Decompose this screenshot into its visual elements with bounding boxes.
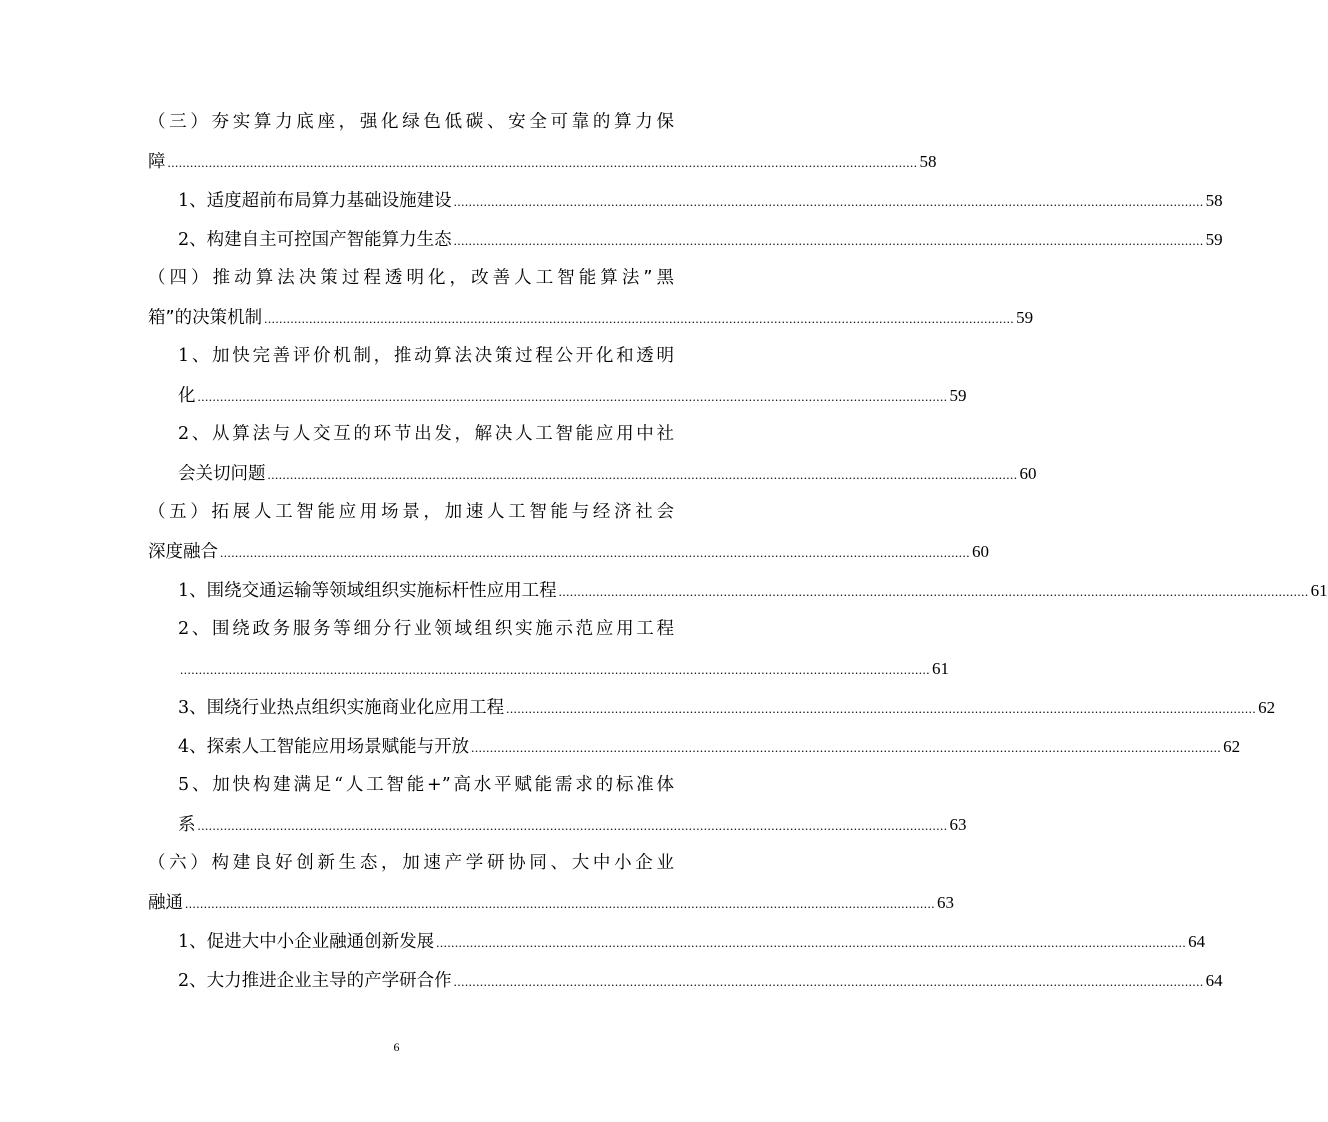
toc-entry-title: 1、促进大中小企业融通创新发展 bbox=[178, 932, 435, 952]
toc-page-number: 59 bbox=[1016, 308, 1034, 327]
toc-page-number: 60 bbox=[972, 542, 989, 561]
toc-item-entry[interactable] bbox=[148, 181, 1223, 220]
toc-page-number: 64 bbox=[1188, 932, 1206, 951]
toc-entry-title: 5、加快构建满足“人工智能+”高水平赋能需求的标准体 bbox=[178, 775, 674, 795]
toc-entry-title: 3、围绕行业热点组织实施商业化应用工程 bbox=[178, 698, 505, 718]
toc-page-number: 60 bbox=[1019, 464, 1037, 483]
toc-entry-title: 4、探索人工智能应用场景赋能与开放 bbox=[178, 737, 470, 757]
table-of-contents bbox=[148, 103, 1328, 1000]
toc-entry-title: 融通 bbox=[148, 893, 183, 913]
dot-leader: ........................................................................................................................................................................................................ bbox=[436, 935, 1187, 950]
toc-page-number: 62 bbox=[1223, 737, 1241, 756]
page-number: 6 bbox=[393, 1040, 400, 1054]
toc-item-entry[interactable] bbox=[148, 727, 1241, 766]
dot-leader: ........................................................................................................................................................................................................ bbox=[185, 896, 935, 911]
toc-item-entry[interactable] bbox=[148, 961, 1223, 1000]
toc-entry-title: 障 bbox=[148, 152, 166, 172]
toc-page-number: 59 bbox=[1205, 230, 1223, 249]
toc-section-entry[interactable] bbox=[148, 493, 989, 571]
toc-entry-title: 1、加快完善评价机制，推动算法决策过程公开化和透明 bbox=[178, 346, 674, 366]
toc-page-number: 62 bbox=[1258, 698, 1276, 717]
toc-entry-title: （四）推动算法决策过程透明化，改善人工智能算法”黑 bbox=[148, 268, 674, 288]
toc-section-entry[interactable] bbox=[148, 259, 1034, 337]
toc-page-number: 63 bbox=[949, 815, 967, 834]
toc-page-number: 64 bbox=[1205, 971, 1223, 990]
dot-leader: ........................................................................................................................................................................................................ bbox=[220, 545, 970, 560]
toc-entry-title: 化 bbox=[178, 386, 196, 406]
dot-leader: ........................................................................................................................................................................................................ bbox=[453, 233, 1204, 248]
dot-leader: ........................................................................................................................................................................................................ bbox=[453, 194, 1204, 209]
toc-entry-title: 2、从算法与人交互的环节出发，解决人工智能应用中社 bbox=[178, 424, 674, 444]
dot-leader: ........................................................................................................................................................................................................ bbox=[180, 662, 930, 677]
toc-entry-title: 会关切问题 bbox=[178, 464, 266, 484]
toc-page-number: 61 bbox=[1310, 581, 1328, 600]
toc-item-entry[interactable] bbox=[148, 766, 967, 844]
dot-leader: ........................................................................................................................................................................................................ bbox=[167, 155, 918, 170]
toc-entry-title: 2、大力推进企业主导的产学研合作 bbox=[178, 971, 452, 991]
dot-leader: ........................................................................................................................................................................................................ bbox=[267, 467, 1018, 482]
toc-item-entry[interactable] bbox=[148, 922, 1206, 961]
toc-entry-title: （三）夯实算力底座，强化绿色低碳、安全可靠的算力保 bbox=[148, 112, 674, 132]
toc-entry-title: 箱”的决策机制 bbox=[148, 308, 263, 328]
dot-leader: ........................................................................................................................................................................................................ bbox=[453, 974, 1204, 989]
toc-entry-title: 深度融合 bbox=[148, 542, 218, 562]
toc-entry-title: （五）拓展人工智能应用场景，加速人工智能与经济社会 bbox=[148, 502, 674, 522]
dot-leader: ........................................................................................................................................................................................................ bbox=[197, 389, 948, 404]
dot-leader: ........................................................................................................................................................................................................ bbox=[197, 818, 948, 833]
dot-leader: ........................................................................................................................................................................................................ bbox=[264, 311, 1015, 326]
toc-entry-title: 1、围绕交通运输等领域组织实施标杆性应用工程 bbox=[178, 581, 557, 601]
toc-item-entry[interactable] bbox=[148, 415, 1037, 493]
toc-item-entry[interactable] bbox=[148, 610, 949, 688]
toc-item-entry[interactable] bbox=[148, 571, 1328, 610]
toc-section-entry[interactable] bbox=[148, 103, 937, 181]
toc-page-number: 58 bbox=[919, 152, 937, 171]
toc-entry-title: 2、围绕政务服务等细分行业领域组织实施示范应用工程 bbox=[178, 619, 674, 639]
toc-item-entry[interactable] bbox=[148, 220, 1223, 259]
toc-item-entry[interactable] bbox=[148, 688, 1276, 727]
dot-leader: ........................................................................................................................................................................................................ bbox=[471, 740, 1222, 755]
dot-leader: ........................................................................................................................................................................................................ bbox=[558, 584, 1309, 599]
toc-page-number: 58 bbox=[1205, 191, 1223, 210]
dot-leader: ........................................................................................................................................................................................................ bbox=[506, 701, 1257, 716]
toc-entry-title: 2、构建自主可控国产智能算力生态 bbox=[178, 230, 452, 250]
toc-page-number: 59 bbox=[949, 386, 967, 405]
toc-entry-title: 1、适度超前布局算力基础设施建设 bbox=[178, 191, 452, 211]
toc-entry-title: 系 bbox=[178, 815, 196, 835]
toc-page-number: 63 bbox=[937, 893, 954, 912]
toc-section-entry[interactable] bbox=[148, 844, 954, 922]
toc-item-entry[interactable] bbox=[148, 337, 967, 415]
toc-entry-title: （六）构建良好创新生态，加速产学研协同、大中小企业 bbox=[148, 853, 674, 873]
toc-page-number: 61 bbox=[932, 659, 949, 678]
